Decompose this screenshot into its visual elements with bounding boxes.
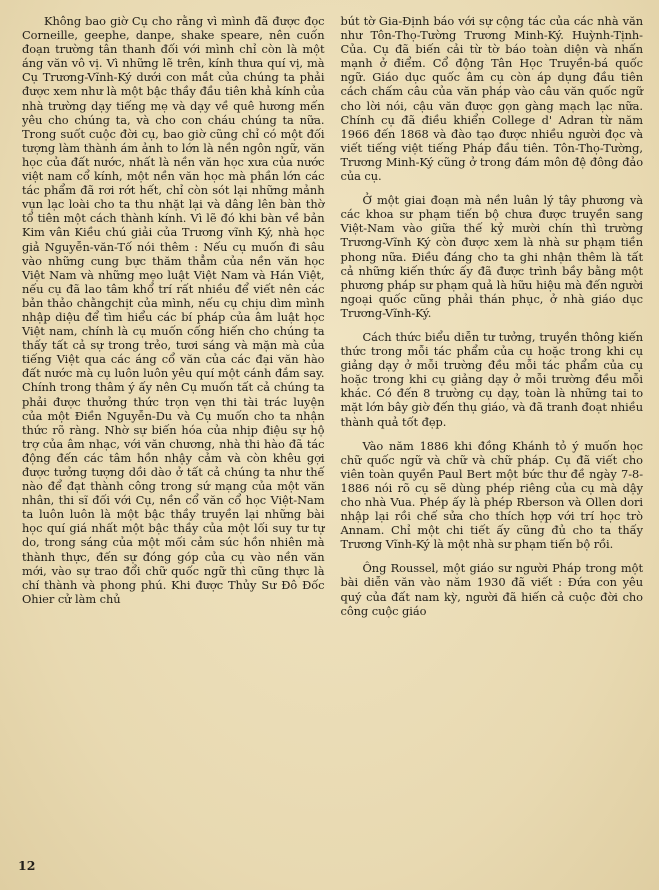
paragraph: bút tờ Gia-Định báo với sự cộng tác của các nhà văn như Tôn-Thọ-Tường Trương Minh-Ký. Huỳnh-Tịnh-Của. Cụ đã biến cải từ tờ báo toàn diện và nhấn mạnh ở điểm. Cổ động Tân Học Truyền-bá quốc ngữ. Giáo dục quốc âm cụ còn áp dụng đầu tiên cách chấm câu của văn pháp vào câu văn quốc ngữ cho lời nói, cậu văn được gọn gàng mạch lạc nữa. Chính cụ đã điều khiển College d' Adran từ năm 1966 đến 1868 và đào tạo được nhiều người đọc và viết tiếng việt tiếng Pháp đầu tiên. Tôn-Thọ-Tường, Trương Minh-Ký cũng ở trong đám môn đệ đông đảo của cụ. [340, 14, 643, 184]
page-number: 12 [18, 858, 36, 873]
text-columns [22, 14, 643, 618]
paragraph: Cách thức biểu diễn tư tưởng, truyền thông kiến thức trong mỗi tác phẩm của cụ hoặc trong khi cụ giảng dạy ở mỗi trường đều mỗi tác phẩm của cụ hoặc trong khi cụ giảng dạy ở mỗi trường đều mỗi khác. Có đến 8 trường cụ dạy, toàn là những tai to mặt lớn bây giờ đến thụ giáo, và đã tranh đoạt nhiều thành quả tốt đẹp. [340, 329, 643, 429]
paragraph: Ở một giai đoạn mà nền luân lý tây phương và các khoa sư phạm tiến bộ chưa được truyền sang Việt-Nam vào giữa thế kỷ mười chín thì trường Trương-Vĩnh Ký còn được xem là nhà sư phạm tiền phong nữa. Điều đáng cho ta ghi nhận thêm là tất cả những kiến thức ấy đã được trình bầy bằng một phương pháp sư phạm quả là hữu hiệu mà đến người ngoại quốc cũng phải thán phục, ở nhà giáo dục Trương-Vĩnh-Ký. [340, 193, 643, 320]
right-column [341, 14, 644, 618]
paragraph: Ông Roussel, một giáo sư người Pháp trong một bài diễn văn vào năm 1930 đã viết : Đứa con yêu quý của đất nam kỳ, người đã hiến cả cuộc đời cho công cuộc giáo [340, 561, 643, 618]
paragraph: Không bao giờ Cụ cho rằng vì mình đã được đọc Corneille, geephe, danpe, shake speare, nên cuốn đoạn trường tân thanh đối với mình chỉ còn là một áng văn vô vị. Vì những lẽ trên, kính thưa quí vị, mà Cụ Trương-Vĩnh-Ký dưới con mắt của chúng ta phải được xem như là một bậc thầy đầu tiên khả kính của nhà trường dạy tiếng mẹ và dạy về quê hương mến yêu cho chúng ta, và cho con cháu chúng ta nữa. Trong suốt cuộc đời cụ, bao giờ cũng chỉ có một đối tượng làm thành ám ảnh to lớn là nền ngôn ngữ, văn học của đất nước, nhất là nền văn học xưa của nước việt nam cổ kính, một nền văn học mà phần lớn các tác phẩm đã rơi rớt hết, chỉ còn sót lại những mảnh vụn lạc loài cho ta thu nhặt lại và dâng lên bàn thờ tổ tiên một cách thành kính. Vì lẽ đó khi bàn về bản Kim vân Kiều chú giải của Trương vĩnh Ký, nhà học giả Nguyễn-văn-Tố nói thêm : Nếu cụ muốn đi sâu vào những cung bực thăm thẳm của nền văn học Việt Nam và những mẹo luật Việt Nam và Hán Việt, nếu cụ đã lao tâm khổ trí rất nhiều để viết nên các bản thảo chằngchịt của mình, nếu cụ chịu dìm mình nhập diệu để tìm hiểu các bí pháp của âm luật học Việt nam, chính là cụ muốn cống hiến cho chúng ta thấy tất cả sự trong trẻo, tươi sáng và mặn mà của tiếng Việt qua các áng cổ văn của các đại văn hào đất nước mà cụ luôn luôn yêu quí một cánh đắm say. Chính trong thâm ý ấy nên Cụ muốn tất cả chúng ta phải được thưởng thức trọn vẹn thi tài trác luyện của một Điền Nguyễn-Du và Cụ muốn cho ta nhận thức rõ ràng. Nhờ sự biến hóa của nhịp điệu sự hộ trợ của âm nhạc, với văn chương, nhà thi hào đã tác động đến các tâm hồn nhậy cảm và còn khêu gợi được tưởng tượng dồi dào ở tất cả chúng ta như thế nào để đạt thành công trong sứ mạng của một văn nhân, thi sĩ đối với Cụ, nền cổ văn cổ học Việt-Nam ta luôn luôn là một bậc thầy truyền lại những bài học quí giá nhất một bậc thầy của một lối suy tư tự do, trong sáng của một mối cảm súc hồn nhiên mà thành thực, đến sự đóng góp của cụ vào nền văn mới, vào sự trao đổi chữ quốc ngữ thì cũng thực là chí thành và phong phú. Khi được Thủy Sư Đô Đốc Ohier cử làm chủ [22, 14, 325, 606]
paragraph: Vào năm 1886 khi đồng Khánh tỏ ý muốn học chữ quốc ngữ và chữ và chữ pháp. Cụ đã viết cho viên toàn quyền Paul Bert một bức thư đề ngày 7-8-1886 nói rõ cụ sẽ dùng phép riêng của cụ mà dậy cho nhà Vua. Phép ấy là phép Rberson và Ollen dori nhập lại rồi chế sửa cho thích hợp với trí học trò Annam. Chỉ một chi tiết ấy cũng đủ cho ta thấy Trương Vĩnh-Ký là một nhà sư phạm tiến bộ rồi. [340, 438, 643, 552]
left-column [22, 14, 325, 618]
